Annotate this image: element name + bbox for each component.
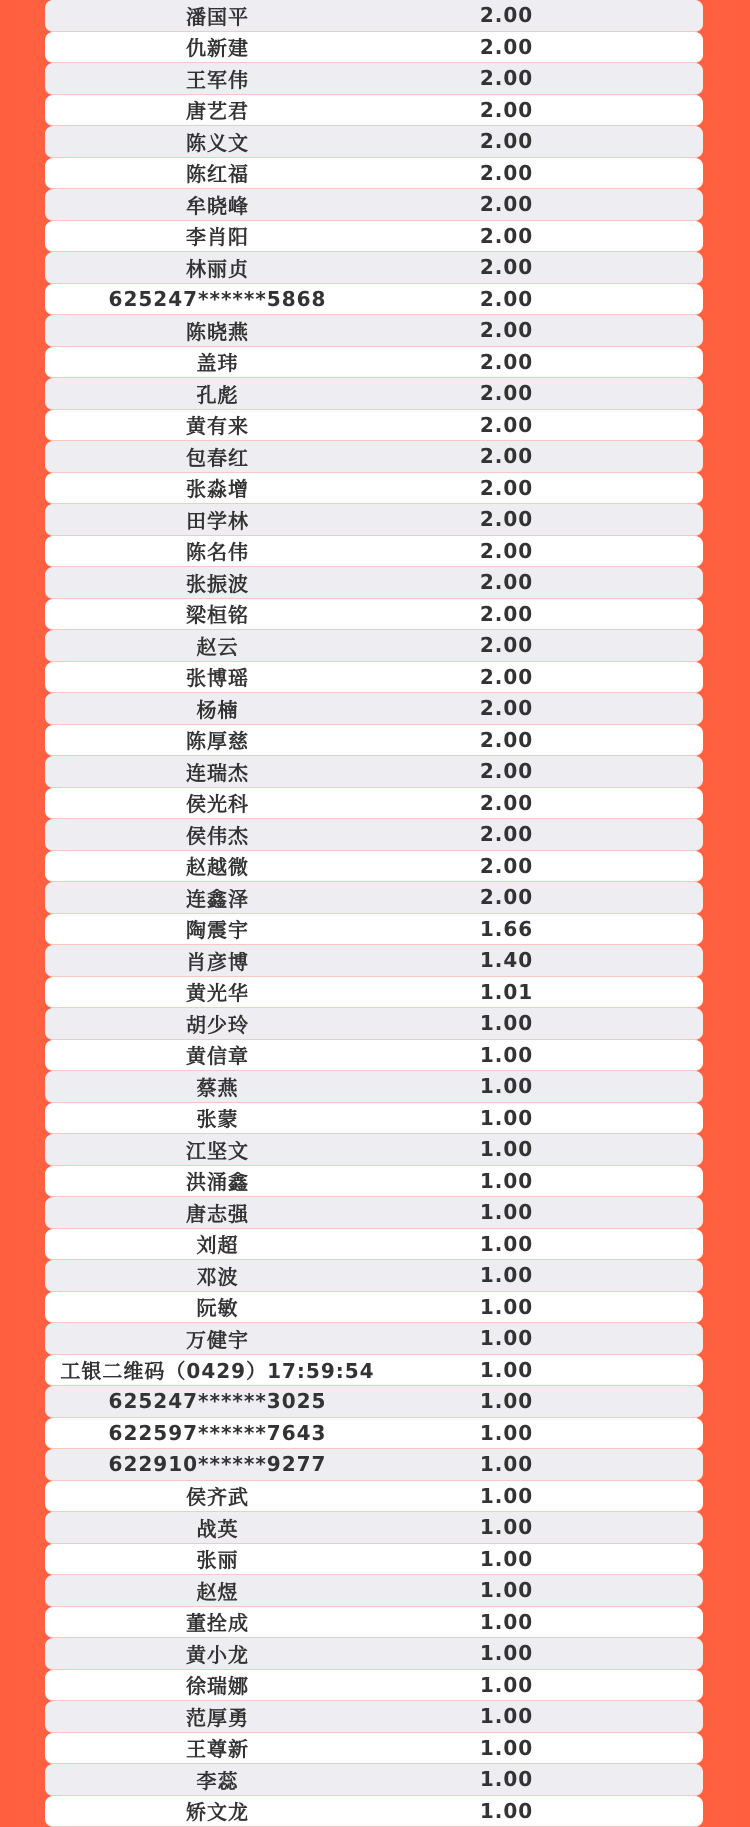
donation-amount: 2.00 [390, 854, 703, 878]
donation-amount: 2.00 [390, 98, 703, 122]
donor-name: 王军伟 [45, 64, 390, 93]
donor-name: 赵煜 [45, 1576, 390, 1605]
donor-name: 万健宇 [45, 1324, 390, 1353]
table-row [45, 693, 703, 725]
table-row [45, 1701, 703, 1733]
donor-name: 孔彪 [45, 379, 390, 408]
donor-name: 战英 [45, 1513, 390, 1542]
table-row [45, 410, 703, 442]
donation-amount: 2.00 [390, 539, 703, 563]
donor-name: 侯齐武 [45, 1481, 390, 1510]
donation-amount: 1.00 [390, 1389, 703, 1413]
table-row [45, 315, 703, 347]
donation-amount: 1.00 [390, 1074, 703, 1098]
table-row [45, 1103, 703, 1135]
table-row [45, 1481, 703, 1513]
table-row [45, 1764, 703, 1796]
donation-amount: 1.00 [390, 1106, 703, 1130]
table-row [45, 599, 703, 631]
donation-amount: 2.00 [390, 3, 703, 27]
table-row [45, 347, 703, 379]
table-row [45, 1733, 703, 1765]
table-row [45, 1386, 703, 1418]
table-row [45, 945, 703, 977]
table-row [45, 536, 703, 568]
donation-amount: 1.66 [390, 917, 703, 941]
donation-amount: 1.01 [390, 980, 703, 1004]
donation-amount: 1.00 [390, 1515, 703, 1539]
table-row [45, 189, 703, 221]
table-row [45, 1134, 703, 1166]
donation-amount: 1.00 [390, 1200, 703, 1224]
donor-name: 邓波 [45, 1261, 390, 1290]
donor-name: 625247******3025 [45, 1389, 390, 1413]
donor-name: 陈厚慈 [45, 725, 390, 754]
donor-name: 陈晓燕 [45, 316, 390, 345]
donor-name: 625247******5868 [45, 287, 390, 311]
donation-amount: 1.00 [390, 1232, 703, 1256]
table-row [45, 1355, 703, 1387]
donor-name: 田学林 [45, 505, 390, 534]
donation-amount: 2.00 [390, 381, 703, 405]
donor-name: 梁桓铭 [45, 599, 390, 628]
table-row [45, 882, 703, 914]
donation-amount: 2.00 [390, 161, 703, 185]
table-row [45, 1418, 703, 1450]
table-row [45, 284, 703, 316]
table-row [45, 1071, 703, 1103]
donation-amount: 1.00 [390, 1641, 703, 1665]
donation-amount: 2.00 [390, 66, 703, 90]
table-row [45, 977, 703, 1009]
donor-name: 江坚文 [45, 1135, 390, 1164]
table-row [45, 914, 703, 946]
donation-amount: 2.00 [390, 255, 703, 279]
donation-amount: 1.00 [390, 1736, 703, 1760]
table-row [45, 630, 703, 662]
donor-name: 林丽贞 [45, 253, 390, 282]
table-row [45, 1796, 703, 1827]
table-row [45, 725, 703, 757]
donor-name: 陈义文 [45, 127, 390, 156]
donation-amount: 2.00 [390, 791, 703, 815]
donation-amount: 1.00 [390, 1673, 703, 1697]
donation-amount: 2.00 [390, 759, 703, 783]
donor-name: 仇新建 [45, 32, 390, 61]
donor-name: 王尊新 [45, 1733, 390, 1762]
donation-amount: 1.00 [390, 1169, 703, 1193]
donor-name: 李蕊 [45, 1765, 390, 1794]
table-row [45, 567, 703, 599]
donor-name: 徐瑞娜 [45, 1670, 390, 1699]
donation-amount: 1.00 [390, 1767, 703, 1791]
table-row [45, 1040, 703, 1072]
table-row [45, 1449, 703, 1481]
table-row [45, 1670, 703, 1702]
donation-amount: 1.00 [390, 1295, 703, 1319]
table-row [45, 756, 703, 788]
donor-name: 阮敏 [45, 1292, 390, 1321]
donor-name: 牟晓峰 [45, 190, 390, 219]
donation-amount: 2.00 [390, 192, 703, 216]
donor-name: 工银二维码（0429）17:59:54 [45, 1355, 390, 1384]
donor-name: 盖玮 [45, 347, 390, 376]
donation-amount: 1.00 [390, 1326, 703, 1350]
donation-amount: 2.00 [390, 413, 703, 437]
donation-amount: 1.00 [390, 1358, 703, 1382]
donor-name: 张蒙 [45, 1103, 390, 1132]
donor-name: 黄信章 [45, 1040, 390, 1069]
table-row [45, 1575, 703, 1607]
table-row [45, 1260, 703, 1292]
donation-amount: 2.00 [390, 35, 703, 59]
donation-amount: 2.00 [390, 476, 703, 500]
donation-amount: 1.00 [390, 1137, 703, 1161]
table-row [45, 788, 703, 820]
donation-amount: 2.00 [390, 602, 703, 626]
table-row [45, 1166, 703, 1198]
donor-name: 连瑞杰 [45, 757, 390, 786]
donation-amount: 2.00 [390, 728, 703, 752]
table-row [45, 0, 703, 32]
donation-amount: 1.00 [390, 1043, 703, 1067]
donor-name: 李肖阳 [45, 221, 390, 250]
donor-name: 侯伟杰 [45, 820, 390, 849]
table-row [45, 378, 703, 410]
donor-name: 唐志强 [45, 1198, 390, 1227]
table-row [45, 1544, 703, 1576]
donation-amount: 2.00 [390, 350, 703, 374]
donation-amount: 1.00 [390, 1011, 703, 1035]
table-row [45, 221, 703, 253]
donation-amount: 2.00 [390, 633, 703, 657]
donor-name: 黄光华 [45, 977, 390, 1006]
table-row [45, 441, 703, 473]
table-row [45, 662, 703, 694]
donor-name: 肖彦博 [45, 946, 390, 975]
donor-name: 张博瑶 [45, 662, 390, 691]
donation-amount: 2.00 [390, 129, 703, 153]
donor-name: 张淼增 [45, 473, 390, 502]
table-row [45, 1008, 703, 1040]
donor-name: 侯光科 [45, 788, 390, 817]
donor-name: 张振波 [45, 568, 390, 597]
table-row [45, 1229, 703, 1261]
donor-name: 矫文龙 [45, 1796, 390, 1825]
donation-amount: 1.00 [390, 1704, 703, 1728]
donation-amount: 1.00 [390, 1421, 703, 1445]
table-row [45, 1607, 703, 1639]
donor-name: 杨楠 [45, 694, 390, 723]
donor-name: 包春红 [45, 442, 390, 471]
table-row [45, 1638, 703, 1670]
table-row [45, 504, 703, 536]
donor-name: 董拴成 [45, 1607, 390, 1636]
donor-name: 622597******7643 [45, 1421, 390, 1445]
donation-amount: 2.00 [390, 507, 703, 531]
table-row [45, 252, 703, 284]
donor-name: 潘国平 [45, 1, 390, 30]
donation-amount: 2.00 [390, 224, 703, 248]
donor-name: 张丽 [45, 1544, 390, 1573]
table-row [45, 95, 703, 127]
donation-table [45, 0, 703, 1827]
donor-name: 胡少玲 [45, 1009, 390, 1038]
donor-name: 陈名伟 [45, 536, 390, 565]
donation-amount: 1.00 [390, 1484, 703, 1508]
donor-name: 蔡燕 [45, 1072, 390, 1101]
donor-name: 622910******9277 [45, 1452, 390, 1476]
table-row [45, 1323, 703, 1355]
table-row [45, 32, 703, 64]
donation-amount: 1.00 [390, 1263, 703, 1287]
table-row [45, 126, 703, 158]
donor-name: 洪涌鑫 [45, 1166, 390, 1195]
table-row [45, 473, 703, 505]
donation-amount: 1.00 [390, 1547, 703, 1571]
table-row [45, 819, 703, 851]
table-row [45, 1292, 703, 1324]
donation-amount: 1.00 [390, 1578, 703, 1602]
donation-amount: 1.40 [390, 948, 703, 972]
table-row [45, 158, 703, 190]
donation-amount: 2.00 [390, 287, 703, 311]
donation-amount: 2.00 [390, 318, 703, 342]
donation-amount: 1.00 [390, 1610, 703, 1634]
donation-amount: 2.00 [390, 822, 703, 846]
donation-amount: 2.00 [390, 696, 703, 720]
donation-amount: 2.00 [390, 444, 703, 468]
donation-amount: 2.00 [390, 570, 703, 594]
donation-amount: 1.00 [390, 1452, 703, 1476]
table-row [45, 1512, 703, 1544]
donor-name: 陈红福 [45, 158, 390, 187]
donation-amount: 1.00 [390, 1799, 703, 1823]
donor-name: 刘超 [45, 1229, 390, 1258]
donor-name: 黄有来 [45, 410, 390, 439]
donor-name: 赵越微 [45, 851, 390, 880]
donor-name: 赵云 [45, 631, 390, 660]
donation-amount: 2.00 [390, 885, 703, 909]
table-row [45, 1197, 703, 1229]
donor-name: 连鑫泽 [45, 883, 390, 912]
donor-name: 唐艺君 [45, 95, 390, 124]
donor-name: 黄小龙 [45, 1639, 390, 1668]
donation-amount: 2.00 [390, 665, 703, 689]
table-row [45, 63, 703, 95]
donor-name: 陶震宇 [45, 914, 390, 943]
table-row [45, 851, 703, 883]
donor-name: 范厚勇 [45, 1702, 390, 1731]
